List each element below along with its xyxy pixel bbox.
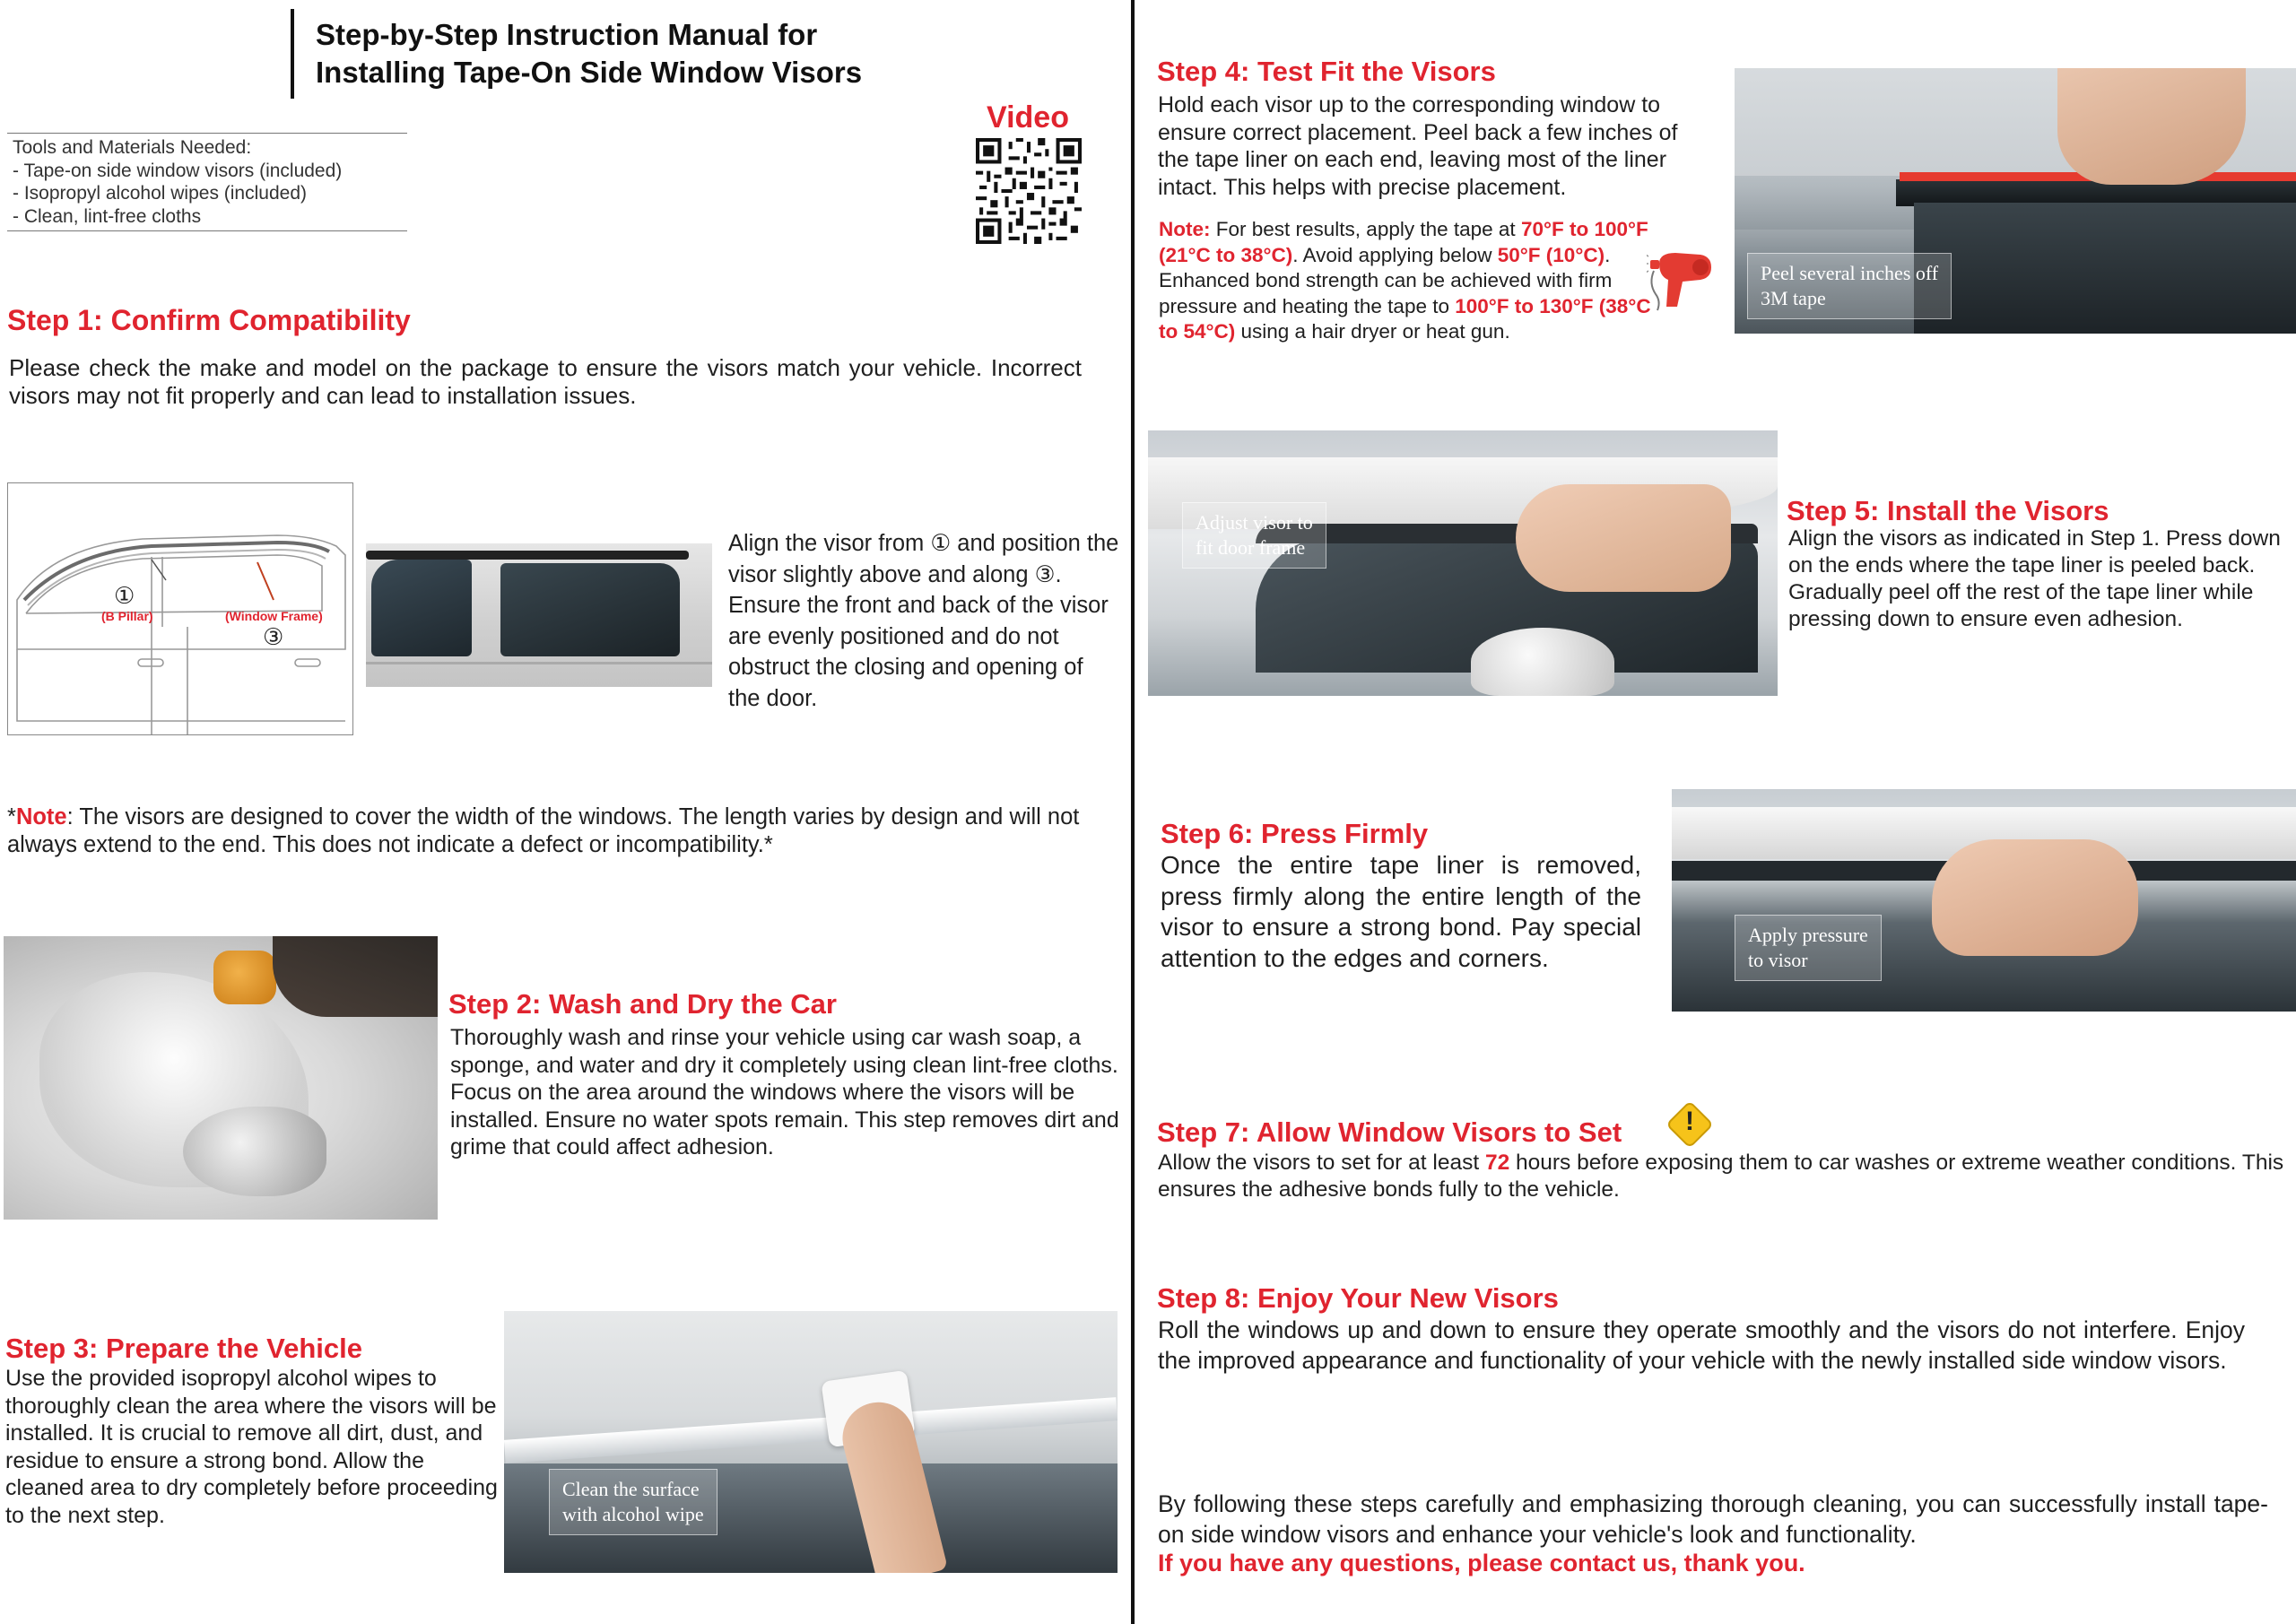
press-visor-photo — [1672, 789, 2296, 1012]
step3-caption — [549, 1469, 718, 1535]
hair-dryer-icon — [1647, 248, 1715, 312]
step3-title: Step 3: Prepare the Vehicle — [5, 1333, 363, 1364]
tools-heading: Tools and Materials Needed: — [13, 137, 252, 158]
truck-windows-photo — [366, 543, 712, 687]
note-prefix: * — [7, 804, 16, 829]
note-text: . Avoid applying below — [1292, 243, 1498, 266]
caption-line: Clean the surface — [562, 1478, 700, 1500]
wash-sponge — [213, 951, 276, 1004]
step1-note — [7, 803, 1112, 859]
hair-dryer-graphic — [1647, 248, 1715, 312]
align-text-part: . Ensure the front and back of the visor are evenly positioned and do not obstruct the closing and opening of the door. — [728, 561, 1109, 711]
step1-align-text — [728, 528, 1119, 714]
adjusting-hand — [1516, 484, 1731, 592]
contact-line: If you have any questions, please contact us, thank you. — [1158, 1550, 1805, 1576]
hours-value: 72 — [1484, 1151, 1510, 1175]
step6-body: Once the entire tape liner is removed, press firmly along the entire length of the visor to ensure a strong bond. Pay special attention to the edges and corners. — [1161, 851, 1641, 972]
note-body: : The visors are designed to cover the width of the windows. The length varies by design and will not always extend to the end. This does not indicate a defect or incompatibility.* — [7, 804, 1080, 857]
adjust-visor-photo — [1148, 430, 1778, 696]
note-text: For best results, apply the tape at — [1210, 218, 1521, 240]
temp-heat: 100°F to 130°F (38°C to 54°C) — [1159, 294, 1651, 343]
alcohol-wipe-photo — [504, 1311, 1118, 1573]
title-bar — [291, 9, 294, 99]
step4-body: Hold each visor up to the corresponding window to ensure correct placement. Peel back a few inches of the tape liner on each end, leaving most of the liner intact. This helps with precise placement. — [1158, 92, 1678, 200]
step8-title: Step 8: Enjoy Your New Visors — [1157, 1282, 1559, 1314]
truck-body-line — [366, 662, 712, 664]
closing-body: By following these steps carefully and emphasizing thorough cleaning, you can successfully install tape-on side window visors and enhance your vehicle's look and functionality. — [1158, 1490, 2268, 1548]
page-title-line2: Installing Tape-On Side Window Visors — [316, 56, 863, 89]
note-label: Note: — [1159, 218, 1211, 240]
note-label: Note — [15, 804, 67, 829]
temp-min: 50°F (10°C) — [1497, 243, 1605, 266]
note-text: using a hair dryer or heat gun. — [1235, 320, 1510, 343]
step6-title: Step 6: Press Firmly — [1161, 818, 1429, 849]
caption-line: fit door frame — [1196, 536, 1306, 559]
step3-body: Use the provided isopropyl alcohol wipes to thoroughly clean the area where the visors will be installed. It is crucial to remove all dirt, dust, and residue to ensure a strong bond. Allow the cleaned area to dry completely before proceeding to the next step. — [5, 1366, 498, 1528]
align-text-part: and position the visor slightly above and along — [728, 531, 1119, 587]
video-label: Video — [987, 100, 1069, 135]
pressing-hand — [1932, 839, 2138, 956]
peel-tape-photo — [1735, 68, 2296, 334]
door-edge-trim — [504, 1397, 1118, 1463]
marker-1: ① — [114, 582, 135, 609]
car-wash-photo — [4, 936, 438, 1220]
step2-title: Step 2: Wash and Dry the Car — [448, 988, 837, 1020]
qr-code-icon[interactable] — [976, 138, 1082, 244]
truck-window-rear — [500, 563, 680, 656]
temp-range: 70°F to 100°F (21°C to 38°C) — [1159, 218, 1648, 266]
tools-item: - Isopropyl alcohol wipes (included) — [13, 183, 307, 204]
wash-arm — [273, 936, 438, 1017]
step1-title: Step 1: Confirm Compatibility — [7, 304, 411, 336]
side-mirror-step5 — [1471, 628, 1614, 696]
qr-code-graphic — [976, 138, 1082, 244]
step5-caption — [1182, 502, 1326, 569]
step1-body: Please check the make and model on the package to ensure the visors match your vehicle. Incorrect visors may not fit properly and can lead to installation issues. — [9, 354, 1082, 409]
caption-line: Apply pressure — [1748, 924, 1868, 946]
step7-body — [1158, 1150, 2288, 1203]
label-b-pillar: (B Pillar) — [101, 609, 153, 623]
visor-diagram — [7, 482, 353, 735]
step6-caption — [1735, 915, 1882, 981]
step4-caption — [1747, 253, 1952, 319]
column-divider — [1131, 0, 1135, 1624]
align-text-part: Align the visor from — [728, 531, 931, 556]
tools-item: - Clean, lint-free cloths — [13, 205, 202, 227]
side-mirror — [183, 1107, 326, 1196]
warning-icon — [1665, 1099, 1715, 1150]
caption-line: Adjust visor to — [1196, 511, 1313, 534]
caption-line: Peel several inches off — [1761, 262, 1939, 284]
tools-box — [7, 133, 407, 231]
warning-glyph: ! — [1685, 1107, 1694, 1136]
step2-body: Thoroughly wash and rinse your vehicle using car wash soap, a sponge, and water and dry it completely using clean lint-free cloths. Focus on the area around the windows where the visors will be installed. Ensure no water spots remain. This step removes dirt and grime that could affect adhesion. — [450, 1025, 1119, 1159]
tools-item: - Tape-on side window visors (included) — [13, 160, 343, 181]
page-title-line1: Step-by-Step Instruction Manual for — [316, 18, 818, 51]
step7-text: hours before exposing them to car washes or extreme weather conditions. This ensures the adhesive bonds fully to the vehicle. — [1158, 1151, 2284, 1202]
step4-title: Step 4: Test Fit the Visors — [1157, 56, 1496, 87]
caption-line: with alcohol wipe — [562, 1503, 704, 1525]
caption-line: to visor — [1748, 949, 1808, 971]
step8-body: Roll the windows up and down to ensure they operate smoothly and the visors do not interfere. Enjoy the improved appearance and functionality of your vehicle with the newly installed side window visors. — [1158, 1316, 2245, 1374]
truck-visor — [366, 551, 689, 560]
note-text: . Enhanced bond strength can be achieved with firm pressure and heating the tape to — [1159, 243, 1613, 317]
page-title — [316, 16, 862, 91]
window-dark — [1914, 203, 2296, 334]
step5-body: Align the visors as indicated in Step 1. Press down on the ends where the tape liner is peeled back. Gradually peel off the rest of the tape liner while pressing down to ensure even adhesion. — [1788, 526, 2281, 631]
step5-title: Step 5: Install the Visors — [1787, 495, 2109, 526]
caption-line: 3M tape — [1761, 287, 1826, 309]
step7-title: Step 7: Allow Window Visors to Set — [1157, 1116, 1622, 1148]
label-window-frame: (Window Frame) — [225, 609, 323, 623]
align-marker-3: ③ — [1034, 561, 1056, 587]
align-marker-1: ① — [930, 531, 952, 556]
truck-window-front — [371, 560, 472, 656]
step7-text: Allow the visors to set for at least — [1158, 1151, 1485, 1175]
step4-note — [1159, 217, 1672, 345]
marker-3: ③ — [263, 623, 284, 650]
peeling-hand — [2057, 68, 2246, 185]
